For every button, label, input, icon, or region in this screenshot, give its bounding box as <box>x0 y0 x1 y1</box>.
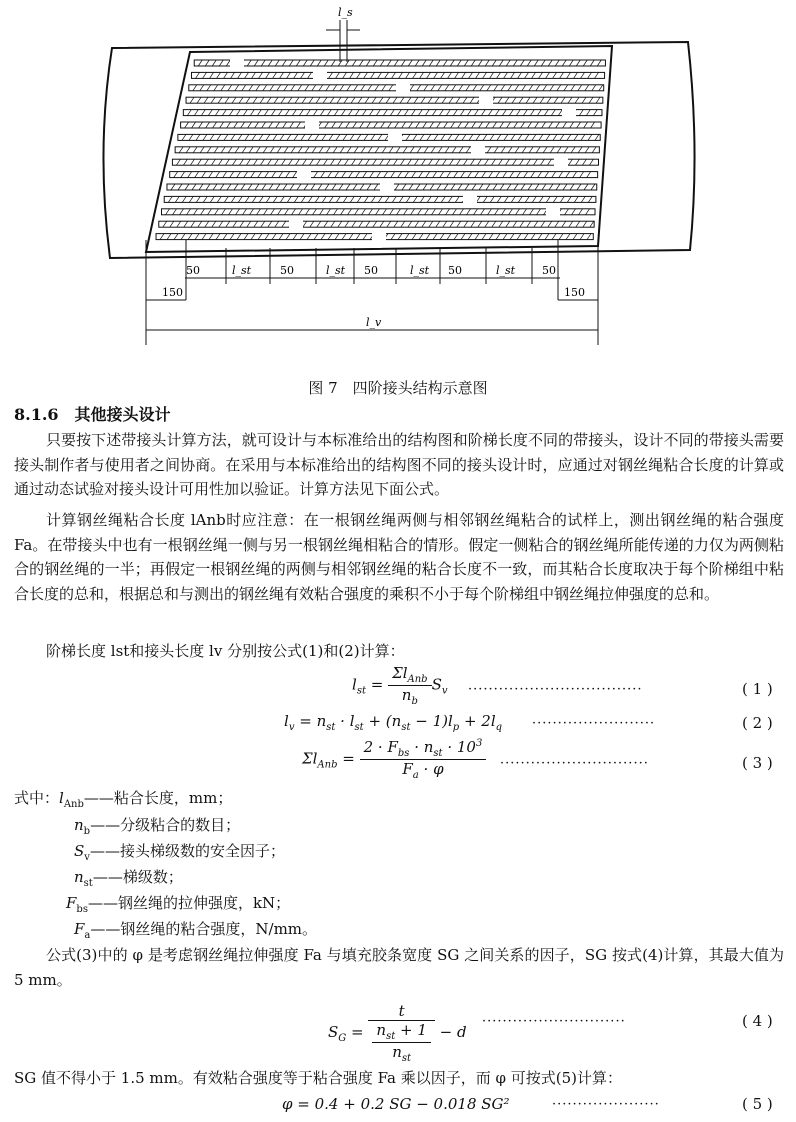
dim-lst-4: l_st <box>496 264 516 277</box>
eq-number-2: ( 2 ) <box>742 714 773 732</box>
section-heading: 8.1.6 其他接头设计 <box>14 405 171 424</box>
equation-4: $S_G$ = $\frac{t}{\frac{n_{st} + 1}{n_{st}}}$ − d <box>328 1002 467 1064</box>
equation-1: $l_{st}$ = $\frac{\Sigma l_{Anb}}{n_b}$ $S_v$ <box>352 664 448 707</box>
dim-lst-2: l_st <box>326 264 346 277</box>
equation-3: $\Sigma l_{Anb}$ = $\frac{2 \cdot F_{bs} \cdot n_{st} \cdot 10^3}{F_a \cdot \varphi}$ <box>302 738 486 781</box>
eq3-leader: ····························· <box>500 756 649 771</box>
eq-number-1: ( 1 ) <box>742 680 773 698</box>
def-sv: $S_v——$接头梯级数的安全因子； <box>74 842 285 863</box>
dim-150-left: 150 <box>162 286 183 299</box>
def-fbs: $F_{bs}——$钢丝绳的拉伸强度，kN； <box>66 894 291 915</box>
eq1-leader: ·································· <box>468 682 643 697</box>
equation-5: φ = 0.4 + 0.2 SG − 0.018 SG² <box>282 1095 510 1113</box>
eq-number-3: ( 3 ) <box>742 754 773 772</box>
def-nst: $n_{st}——$梯级数； <box>74 868 183 889</box>
dim-50-2: 50 <box>280 264 294 277</box>
eq5-leader: ····················· <box>552 1097 660 1112</box>
where-label: 式中：$l_{Anb}——$粘合长度，mm； <box>14 789 233 810</box>
eq-number-4: ( 4 ) <box>742 1012 773 1030</box>
dim-lst-1: l_st <box>232 264 252 277</box>
dim-50-3: 50 <box>364 264 378 277</box>
def-fa: $F_a——$钢丝绳的粘合强度，N/mm。 <box>74 920 318 941</box>
four-step-splice-figure <box>0 0 796 370</box>
paragraph-4: 公式(3)中的 φ 是考虑钢丝绳拉伸强度 Fa 与填充胶条宽度 SG 之间关系的因子，SG 按式(4)计算，其最大值为 5 mm。 <box>14 946 784 989</box>
eq2-leader: ························ <box>532 716 656 731</box>
dim-50-4: 50 <box>448 264 462 277</box>
dim-150-right: 150 <box>564 286 585 299</box>
eq-number-5: ( 5 ) <box>742 1095 773 1113</box>
dim-lst-3: l_st <box>410 264 430 277</box>
paragraph-5: SG 值不得小于 1.5 mm。有效粘合强度等于粘合强度 Fa 乘以因子，而 φ 可按式(5)计算： <box>14 1069 623 1087</box>
figure-caption: 图 7 四阶接头结构示意图 <box>308 379 488 397</box>
paragraph-3: 阶梯长度 lst和接头长度 lv 分别按公式(1)和(2)计算： <box>46 642 405 660</box>
paragraph-2: 计算钢丝绳粘合长度 lAnb时应注意：在一根钢丝绳两侧与相邻钢丝绳粘合的试样上，测出钢丝绳的粘合强度 Fa。在带接头中也有一根钢丝绳一侧与另一根钢丝绳相粘合的情形。假定一侧粘合的钢丝绳所能传递的力仅为两侧粘合的钢丝绳的一半；再假定一根钢丝绳的两侧与相邻钢丝绳的粘合长度不一致，而其粘合长度取决于每个阶梯组中粘合长度的总和，根据总和与测出的钢丝绳有效粘合强度的乘积不小于每个阶梯组中钢丝绳拉伸强度的总和。 <box>14 511 784 603</box>
dim-lv-label: l_v <box>366 316 382 329</box>
equation-2: $l_v = n_{st} \cdot l_{st} + (n_{st} - 1)l_p + 2l_q$ <box>284 712 503 733</box>
def-nb: $n_b——$分级粘合的数目； <box>74 816 241 837</box>
dim-50-1: 50 <box>186 264 200 277</box>
eq4-leader: ···························· <box>482 1014 626 1029</box>
paragraph-1: 只要按下述带接头计算方法，就可设计与本标准给出的结构图和阶梯长度不同的带接头，设计不同的带接头需要接头制作者与使用者之间协商。在采用与本标准给出的结构图不同的接头设计时，应通过对钢丝绳粘合长度的计算或通过动态试验对接头设计可用性加以验证。计算方法见下面公式。 <box>14 431 784 498</box>
dim-50-5: 50 <box>542 264 556 277</box>
dim-ls-label: l_s <box>338 6 353 19</box>
